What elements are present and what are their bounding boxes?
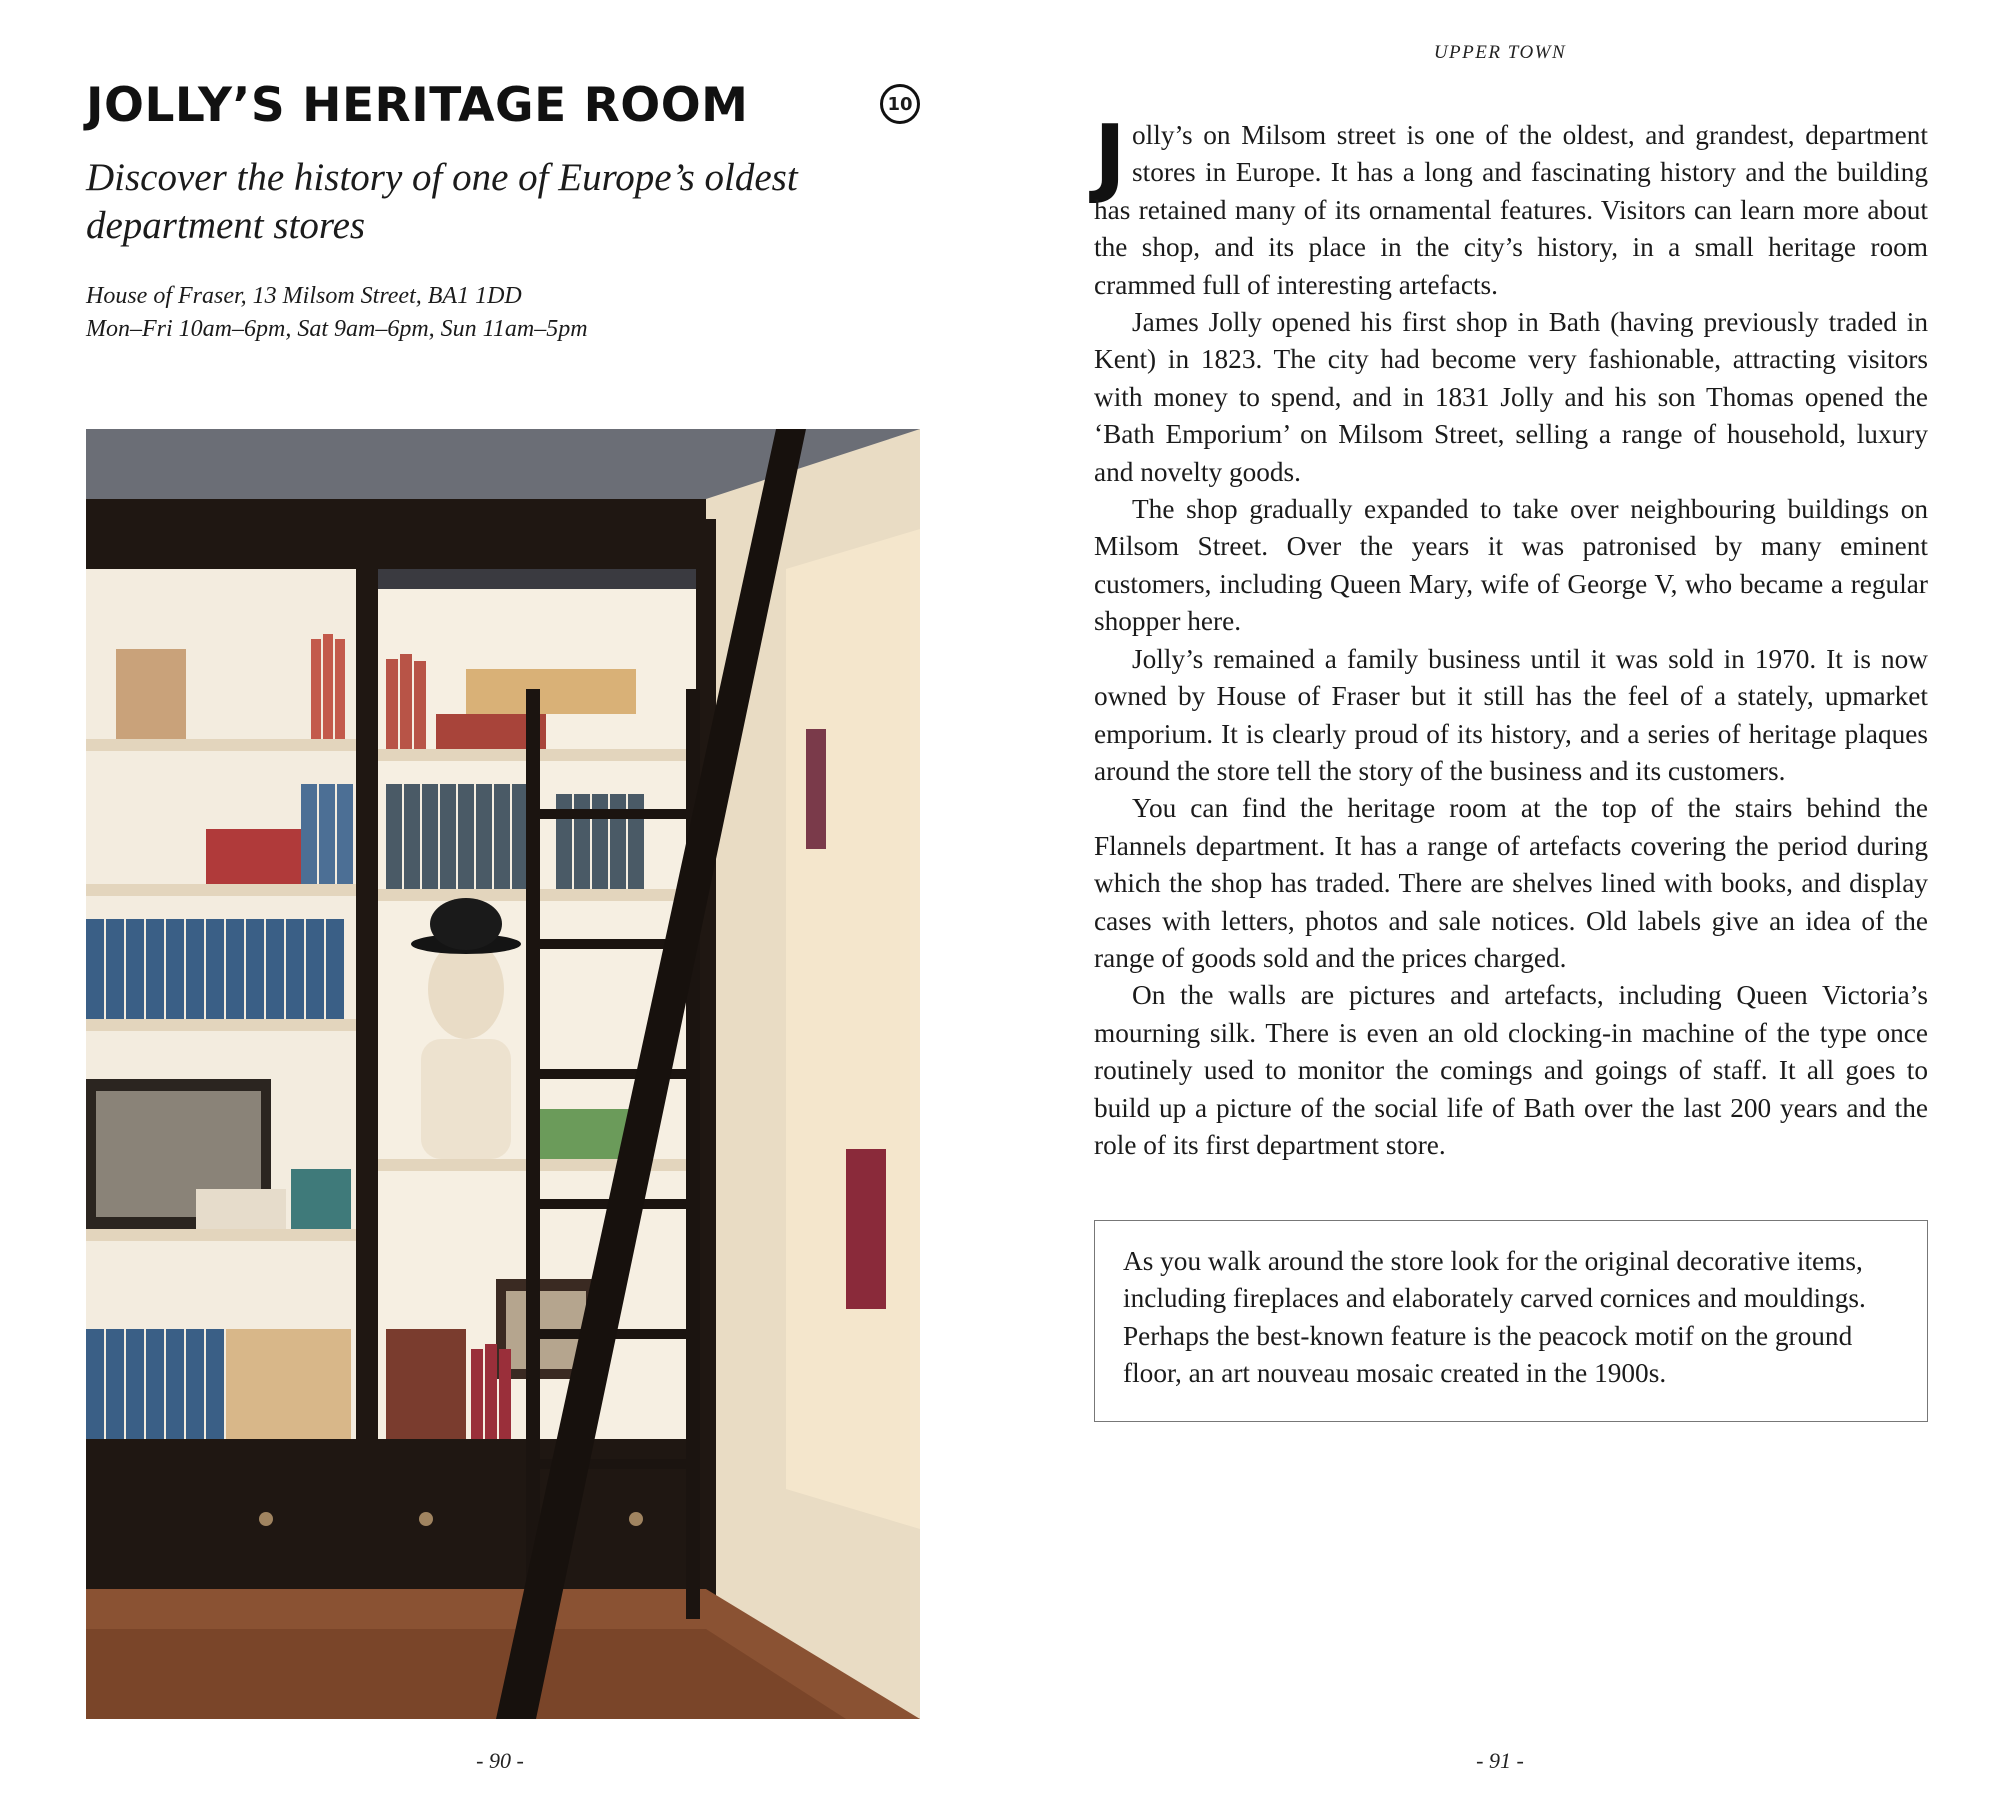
drop-cap: J [1094,107,1126,207]
page-title: JOLLY’S HERITAGE ROOM [86,78,749,133]
paragraph-5: You can find the heritage room at the top of the stairs behind the Flannels department. It has a range of artefacts covering the period during which the shop has traded. There are shelves lined with books, and display cases with letters, photos and sale notices. Old labels give an idea of the range of goods sold and the prices charged. [1094,793,1928,973]
article-body [1094,107,1928,1164]
venue-address: House of Fraser, 13 Milsom Street, BA1 1DD [86,283,522,309]
running-head: UPPER TOWN [1433,42,1567,63]
venue-info [86,280,846,346]
paragraph-3: The shop gradually expanded to take over neighbouring buildings on Milsom Street. Over the years it was patronised by many eminent customers, including Queen Mary, wife of George V, who became a regular shopper here. [1094,494,1928,637]
paragraph-4: Jolly’s remained a family business until it was sold in 1970. It is now owned by House of Fraser but it still has the feel of a stately, upmarket emporium. It is clearly proud of its history, and a series of heritage plaques around the store tell the story of the business and its customers. [1094,643,1928,786]
paragraph-1 [1094,107,1928,304]
paragraph-2: James Jolly opened his first shop in Bath (having previously traded in Kent) in 1823. The city had become very fashionable, attracting visitors with money to spend, and in 1831 Jolly and his son Thomas opened the ‘Bath Emporium’ on Milsom Street, selling a range of household, luxury and novelty goods. [1094,307,1928,487]
entry-number: 10 [887,93,913,115]
entry-number-badge [880,84,920,124]
callout-box: As you walk around the store look for the original decorative items, including fireplaces and elaborately carved cornices and mouldings. Perhaps the best-known feature is the peacock motif on the ground floor, an art nouveau mosaic created in the 1900s. [1094,1220,1928,1422]
page-subtitle: Discover the history of one of Europe’s oldest department stores [86,156,798,247]
paragraph-text: olly’s on Milsom street is one of the oldest, and grandest, department stores in Europe. It has a long and fascinating history and the building has retained many of its ornamental features. Visitors can learn more about the shop, and its place in the city’s history, in a small heritage room crammed full of interesting artefacts. [1094,120,1928,300]
page-number-left: - 90 - [476,1748,524,1773]
paragraph-6: On the walls are pictures and artefacts, including Queen Victoria’s mourning silk. There is even an old clocking-in machine of the type once routinely used to monitor the comings and goings of staff. It all goes to build up a picture of the social life of Bath over the last 200 years and the role of its first department store. [1094,980,1928,1160]
page-number-right: - 91 - [1476,1748,1524,1773]
bookshelf-photo [86,429,920,1719]
right-page [1000,0,2000,1810]
venue-hours: Mon–Fri 10am–6pm, Sat 9am–6pm, Sun 11am–5pm [86,316,588,342]
